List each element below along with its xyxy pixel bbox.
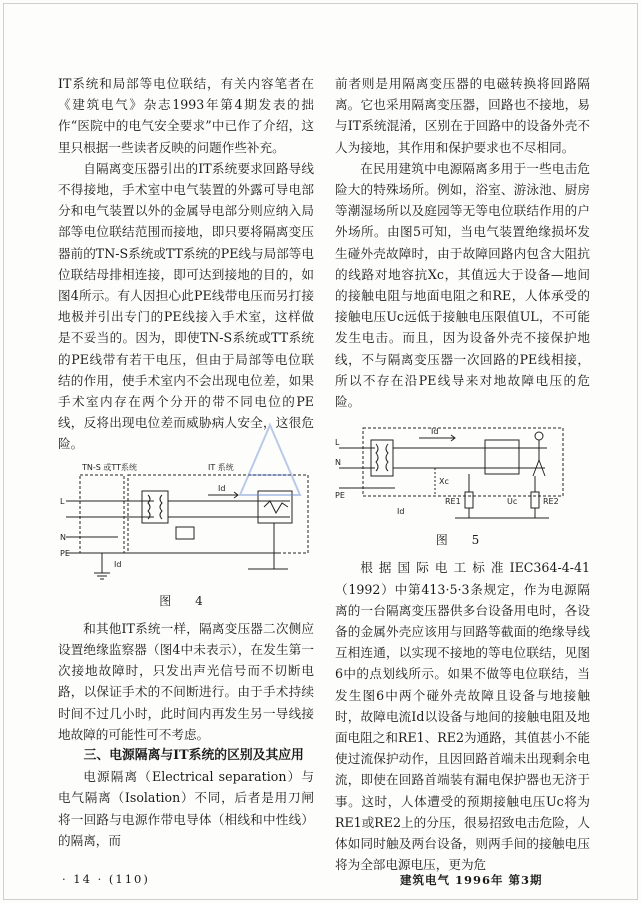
figure-4-label-it: IT 系统 bbox=[208, 462, 234, 472]
medical-equipment bbox=[258, 491, 292, 523]
figure-5-label-re2: RE2 bbox=[543, 497, 559, 507]
figure-5-label-l: L bbox=[335, 438, 340, 448]
figure-5-label-uc: Uc bbox=[507, 497, 518, 507]
figure-4 bbox=[58, 461, 314, 612]
paragraph-1: IT系统和局部等电位联结，有关内容笔者在《建筑电气》杂志1993年第4期发表的拙作“医院中的电气安全要求”中已作了介绍，这里只根据一些读者反映的问题作些补充。 bbox=[58, 76, 314, 155]
page-number: · 14 · (110) bbox=[62, 872, 150, 886]
left-column bbox=[58, 73, 314, 851]
re1-resistor bbox=[465, 492, 473, 508]
journal-issue: 建筑电气 1996年 第3期 bbox=[400, 873, 543, 887]
person-figure bbox=[535, 432, 543, 440]
figure-4-caption: 图 4 bbox=[159, 593, 213, 608]
figure-5-label-xc: Xc bbox=[439, 477, 449, 487]
figure-4-label-l: L bbox=[60, 496, 65, 506]
figure-4-label-n: N bbox=[60, 532, 66, 542]
paragraph-6: 在民用建筑中电源隔离多用于一些电击危险大的特殊场所。例如，浴室、游泳池、厨房等潮湿场所以及庭园等无等电位联结作用的户外场所。由图5可知，当电气装置绝缘损坏发生碰外壳故障时，由于故障回路内包含大阻抗的线路对地容抗Xc，其值远大于设备—地间的接触电阻与地面电阻之和RE，人体承受的接触电压Uc远低于接触电压限值UL，不可能发生电击。而且，因为设备外壳不接保护地线，不与隔离变压器一次回路的PE线相接，所以不存在沿PE线导来对地故障电压的危险。 bbox=[335, 160, 590, 410]
figure-4-label-rd: Id bbox=[114, 559, 122, 569]
paragraph-5: 前者则是用隔离变压器的电磁转换将回路隔离。它也采用隔离变压器，回路也不接地，易与IT系统混淆，区别在于回路中的设备外壳不人为接地，其作用和保护要求也不尽相同。 bbox=[335, 76, 590, 155]
paragraph-2: 自隔离变压器引出的IT系统要求回路导线不得接地，手术室中电气装置的外露可导电部分和电气装置以外的金属导电部分则应纳入局部等电位联结范围而接地，即只要将隔离变压器前的TN-S系统或TT系统的PE线与局部等电位联结母排相连接，即可达到接地的目的，如图4所示。有人因担心此PE线带电压而另打接地极并引出专门的PE线接入手术室，这样做是不妥当的。因为，即使TN-S系统或TT系统的PE线带有若干电压，但由于局部等电位联结的作用，使手术室内不会出现电位差，如果手术室内存在两个分开的带不同电位的PE线，反将出现电位差而威胁病人安全，这很危险。 bbox=[58, 160, 314, 452]
section-heading: 三、电源隔离与IT系统的区别及其应用 bbox=[83, 748, 304, 764]
figure-5-label-re1: RE1 bbox=[445, 497, 461, 507]
paragraph-7: 根据国际电工标准IEC364-4-41（1992）中第413·5·3条规定，作为电源隔离的一台隔离变压器供多台设备用电时，各设备的金属外壳应该用与回路等截面的绝缘导线互相连通，以实现不接地的等电位联结，见图6中的点划线所示。如果不做等电位联结，当发生图6中两个碰外壳故障且设备与地接触时，故障电流Id以设备与地间的接触电阻及地面电阻之和RE1、RE2为通路，其值甚小不能使过流保护动作，且因回路首端未出现剩余电流，即使在回路首端装有漏电保护器也无济于事。这时，人体遭受的预期接触电压Uc将为RE1或RE2上的分压，很易招致电击危险，人体如同时触及两台设备，则两手间的接触电压将为全部电源电压，更为危 bbox=[335, 560, 590, 873]
figure-4-label-tns: TN-S 或TT系统 bbox=[82, 462, 138, 472]
paragraph-3: 和其他IT系统一样，隔离变压器二次侧应设置绝缘监察器（图4中未表示），在发生第一次接地故障时，只发出声光信号而不切断电路，以保证手术的不间断进行。由于手术持续时间不过几小时，此时间内再发生另一导线接地故障的可能性可不考虑。 bbox=[58, 620, 314, 742]
figure-4-label-id: Id bbox=[218, 483, 226, 493]
figure-5-caption: 图 5 bbox=[435, 533, 490, 548]
figure-5-diagram bbox=[335, 418, 590, 528]
equipment-enclosure bbox=[485, 440, 519, 474]
figure-5-label-pe: PE bbox=[335, 491, 345, 501]
figure-4-label-pe: PE bbox=[60, 548, 70, 558]
paragraph-4: 电源隔离（Electrical separation）与电气隔离（Isolation）不同，后者是用刀闸将一回路与电源作带电导体（相线和中性线）的隔离，而 bbox=[58, 769, 314, 848]
figure-5-label-n: N bbox=[335, 458, 341, 468]
insulation-monitor bbox=[176, 527, 194, 539]
isolation-transformer bbox=[371, 440, 393, 476]
re2-resistor bbox=[531, 492, 539, 508]
figure-5-label-id: Id bbox=[431, 427, 439, 437]
figure-5 bbox=[335, 418, 590, 551]
isolation-transformer bbox=[142, 491, 168, 523]
figure-4-diagram bbox=[58, 461, 314, 589]
figure-5-label-id-ground: Id bbox=[397, 507, 405, 517]
right-column bbox=[335, 73, 590, 876]
tns-boundary bbox=[80, 475, 124, 553]
